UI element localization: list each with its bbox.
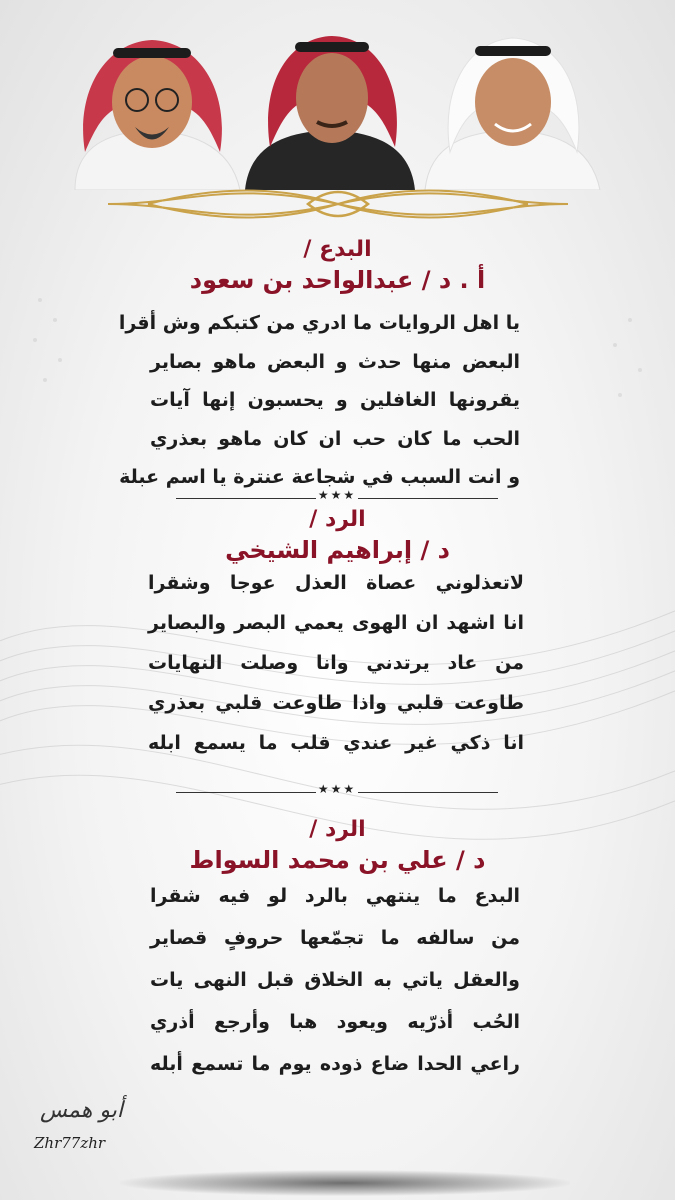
verse: لاتعذلوني عصاة العذل عوجا وشقرا: [148, 572, 524, 594]
section-3-verses: [150, 885, 520, 1095]
signature-script: أبو همس: [40, 1098, 123, 1123]
divider-stars: ★★★: [317, 488, 357, 502]
verse: من عاد يرتدني وانا وصلت النهايات: [148, 652, 524, 674]
bottom-shadow: [120, 1170, 570, 1196]
section-2-poet-name: د / إبراهيم الشيخي: [225, 536, 450, 564]
verse: والعقل ياتي به الخلاق قبل النهى يات: [150, 969, 520, 991]
section-1-poet-name: أ . د / عبدالواحد بن سعود: [189, 266, 486, 294]
signature-handle: Zhr77zhr: [34, 1134, 106, 1152]
section-3-poet-name: د / علي بن محمد السواط: [189, 846, 486, 874]
section-3-header: [0, 817, 675, 874]
verse: البدع ما ينتهي بالرد لو فيه شقرا: [150, 885, 520, 907]
verse: انا اشهد ان الهوى يعمي البصر والبصاير: [148, 612, 524, 634]
verse: انا ذكي غير عندي قلب ما يسمع ابله: [148, 732, 524, 754]
section-1-role: البدع /: [303, 237, 372, 262]
section-3-role: الرد /: [309, 817, 366, 842]
gold-ornament-divider: [108, 176, 568, 232]
portrait-left-icon: [75, 40, 240, 190]
verse: من سالفه ما تجمّعها حروفٍ قصاير: [150, 927, 520, 949]
verse: يقرونها الغافلين و يحسبون إنها آيات: [150, 389, 520, 411]
signature: [28, 1098, 138, 1168]
portrait-right-icon: [425, 38, 600, 190]
verse: طاوعت قلبي واذا طاوعت قلبي بعذري: [148, 692, 524, 714]
portrait-middle-icon: [245, 36, 415, 190]
verse: البعض منها حدث و البعض ماهو بصاير: [150, 350, 520, 373]
section-2-verses: [148, 572, 524, 772]
verse: الحُب أذرّيه ويعود هبا وأرجع أذري: [150, 1011, 520, 1033]
divider-stars: ★★★: [317, 782, 357, 796]
verse: راعي الحدا ضاع ذوده يوم ما تسمع أبله: [150, 1053, 520, 1075]
stars-divider: [176, 784, 498, 800]
verse: الحب ما كان حب ان كان ماهو بعذري: [150, 427, 520, 450]
verse: يا اهل الروايات ما ادري من كتبكم وش أقرا: [118, 312, 520, 334]
section-1-header: [0, 237, 675, 294]
section-1-verses: [118, 312, 520, 505]
verse: و انت السبب في شجاعة عنترة يا اسم عبلة: [119, 466, 520, 488]
stars-divider: [176, 490, 498, 506]
section-2-role: الرد /: [309, 507, 366, 532]
section-2-header: [0, 507, 675, 564]
portraits-row: [55, 22, 615, 190]
